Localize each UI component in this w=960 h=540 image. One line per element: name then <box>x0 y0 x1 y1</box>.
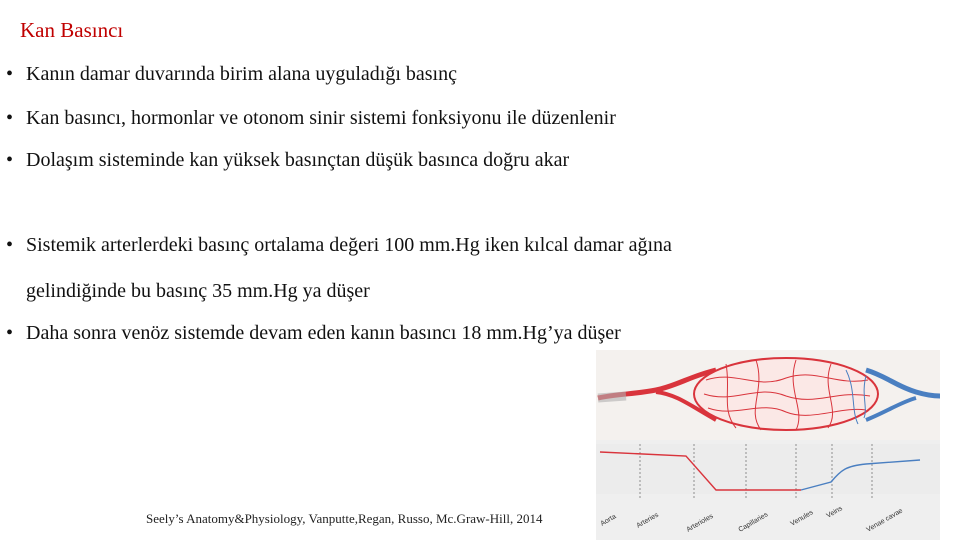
capillary-bed <box>694 358 878 430</box>
citation: Seely’s Anatomy&Physiology, Vanputte,Regan, Russo, Mc.Graw-Hill, 2014 <box>146 511 543 526</box>
bullet-5-text: Daha sonra venöz sistemde devam eden kanın basıncı 18 mm.Hg’ya düşer <box>26 322 621 344</box>
graph-panel <box>596 444 940 494</box>
slide-title: Kan Basıncı <box>20 18 124 42</box>
bullet-dot: • <box>6 107 14 129</box>
label-capillaries: Capillaries <box>737 511 770 534</box>
bullet-dot: • <box>6 234 14 256</box>
bullet-dot: • <box>6 149 14 171</box>
bullet-dot: • <box>6 63 14 85</box>
label-aorta: Aorta <box>599 513 618 528</box>
bullet-dot: • <box>6 322 14 344</box>
bullet-3 <box>6 148 569 172</box>
label-arteries: Arteries <box>635 511 660 530</box>
bullet-2 <box>6 106 616 130</box>
blood-pressure-figure <box>596 350 940 540</box>
bullet-5 <box>6 321 621 345</box>
bullet-1 <box>6 62 457 86</box>
label-venules: Venules <box>789 509 815 528</box>
aorta-wall <box>598 396 626 398</box>
label-venae-cavae: Venae cavae <box>865 507 905 534</box>
vessel-diagram <box>596 350 940 540</box>
bullet-4-text: Sistemik arterlerdeki basınç ortalama değeri 100 mm.Hg iken kılcal damar ağına <box>26 234 672 256</box>
bullet-4-continuation: gelindiğinde bu basınç 35 mm.Hg ya düşer <box>26 280 370 302</box>
bullet-3-text: Dolaşım sisteminde kan yüksek basınçtan düşük basınca doğru akar <box>26 149 570 171</box>
bullet-4 <box>6 233 672 257</box>
bullet-2-text: Kan basıncı, hormonlar ve otonom sinir sistemi fonksiyonu ile düzenlenir <box>26 107 616 129</box>
label-veins: Veins <box>825 505 844 520</box>
label-arterioles: Arterioles <box>685 512 715 534</box>
bullet-1-text: Kanın damar duvarında birim alana uyguladığı basınç <box>26 63 457 85</box>
